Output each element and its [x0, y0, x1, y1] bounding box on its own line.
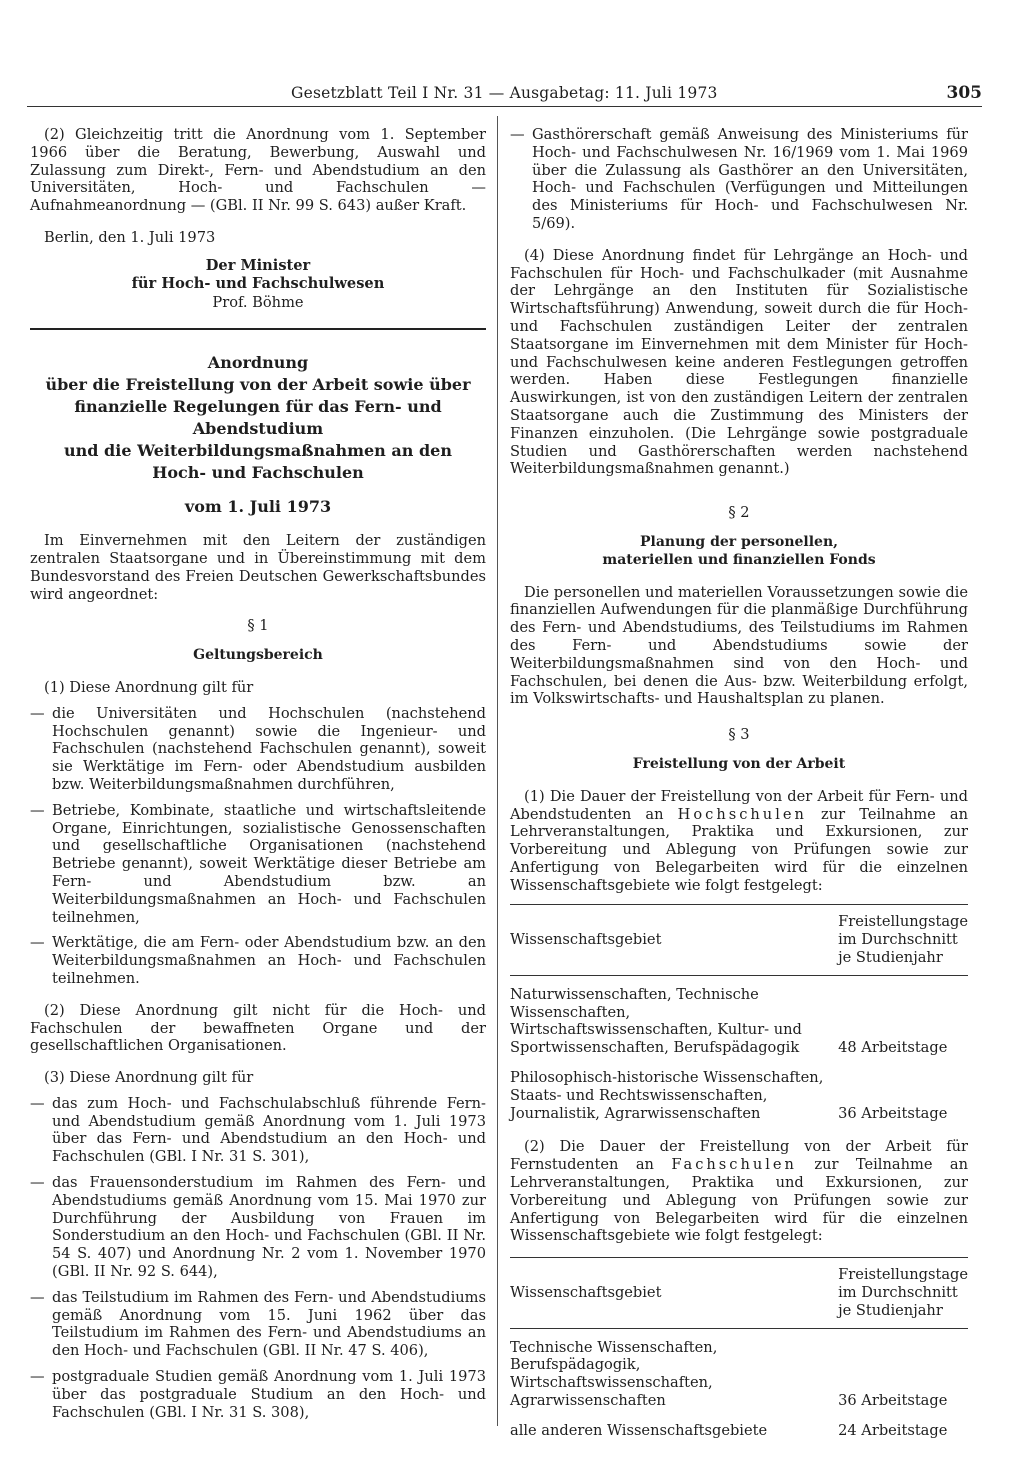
section-title: Freistellung von der Arbeit — [632, 755, 846, 772]
signature-block — [30, 257, 486, 312]
text-run: (2) Die Dauer der Freistellung von der Arbeit für Fernstudenten an — [510, 1138, 968, 1174]
list-item: — das zum Hoch- und Fachschulabschluß führende Fern- und Abendstudium gemäß Anordnung vom 1. Juli 1973 über das Fern- und Abendstudium an den Hoch- und Fachschulen (GBl. I Nr. 31 S. 301), — [30, 1095, 486, 1166]
paragraph-2: (2) Diese Anordnung gilt nicht für die Hoch- und Fachschulen der bewaffneten Organe und der gesellschaftlichen Organisationen. — [30, 1001, 486, 1055]
section-3-paragraph-2 — [510, 1138, 968, 1245]
signer-title-2: für Hoch- und Fachschulwesen — [131, 274, 385, 292]
paragraph-1: (1) Diese Anordnung gilt für — [44, 678, 254, 696]
table-cell-field: Naturwissenschaften, Technische Wissenschaften, Wirtschaftswissenschaften, Kultur- und Sportwissenschaften, Berufspädagogik — [510, 985, 802, 1057]
table-row — [510, 1412, 968, 1442]
header-rule — [27, 106, 982, 107]
place-date: Berlin, den 1. Juli 1973 — [44, 228, 216, 246]
list-item: — Werktätige, die am Fern- oder Abendstudium bzw. an den Weiterbildungsmaßnahmen an Hoch- und Fachschulen teilnehmen. — [30, 934, 486, 987]
text-run: zur Teilnahme an Lehrveranstaltungen, Praktika und Exkursionen, zur Vorbereitung und Ablegung von Prüfungen sowie zur Anfertigung von Belegarbeiten wird für die einzelnen Wissenschaftsgebiete wie folgt festgelegt: — [510, 1156, 968, 1245]
release-days-table-2 — [510, 1257, 968, 1441]
preamble: Im Einvernehmen mit den Leitern der zuständigen zentralen Staatsorgane und in Übereinstimmung mit dem Bundesvorstand des Freien Deutschen Gewerkschaftsbundes wird angeordnet: — [30, 532, 486, 603]
table-cell-days: 36 Arbeitstage — [838, 1104, 948, 1122]
title-line: über die Freistellung von der Arbeit sowie über — [45, 375, 471, 395]
table-header-row — [510, 1258, 968, 1328]
signer-name: Prof. Böhme — [212, 294, 304, 312]
list-item: — postgraduale Studien gemäß Anordnung vom 1. Juli 1973 über das postgraduale Studium an den Hoch- und Fachschulen (GBl. I Nr. 31 S. 308), — [30, 1368, 486, 1421]
section-number: § 2 — [728, 504, 750, 522]
table-cell-days: 24 Arbeitstage — [838, 1421, 948, 1439]
title-line: Anordnung — [207, 353, 309, 373]
table-cell-days: 36 Arbeitstage — [838, 1392, 948, 1410]
left-column — [30, 126, 486, 1429]
title-line: finanzielle Regelungen für das Fern- und Abendstudium — [74, 397, 442, 439]
section-number: § 3 — [728, 726, 750, 744]
section-number: § 1 — [247, 617, 269, 635]
table-cell-field: Philosophisch-historische Wissenschaften, Staats- und Rechtswissenschaften, Journalistik, Agrarwissenschaften — [510, 1069, 824, 1122]
table-cell-field: Technische Wissenschaften, Berufspädagogik, Wirtschaftswissenschaften, Agrarwissenschaften — [510, 1338, 718, 1410]
emphasis-text: Fachschulen — [671, 1156, 797, 1174]
list-item: — das Frauensonderstudium im Rahmen des Fern- und Abendstudiums gemäß Anordnung vom 15. Mai 1970 zur Durchführung der Ausbildung von Frauen im Sonderstudium an den Hoch- und Fachschulen (GBl. II Nr. 54 S. 407) und Anordnung Nr. 2 vom 1. November 1970 (GBl. II Nr. 92 S. 644), — [30, 1174, 486, 1281]
table-header-field: Wissenschaftsgebiet — [510, 1284, 662, 1302]
list-item: — die Universitäten und Hochschulen (nachstehend Hochschulen genannt) sowie die Ingenieur- und Fachschulen (nachstehend Fachschulen genannt), soweit sie Werktätige im Fern- oder Abendstudium ausbilden bzw. Weiterbildungsmaßnahmen durchführen, — [30, 705, 486, 794]
page-number: 305 — [946, 83, 982, 103]
repeal-paragraph: (2) Gleichzeitig tritt die Anordnung vom 1. September 1966 über die Beratung, Bewerbung, Auswahl und Zulassung zum Direkt-, Fern- und Abendstudium an den Universitäten, Hoch- und Fachschulen — Aufnahmeanordnung — (GBl. II Nr. 99 S. 643) außer Kraft. — [30, 126, 486, 215]
paragraph-4: (4) Diese Anordnung findet für Lehrgänge an Hoch- und Fachschulen für Hoch- und Fachschulkader (mit Ausnahme der Lehrgänge an den Instituten für Sozialistische Wirtschaftsführung) Anwendung, soweit durch die für Hoch- und Fachschulen zuständigen Leiter der zentralen Staatsorgane im Einvernehmen mit dem Minister für Hoch- und Fachschulwesen keine anderen Festlegungen getroffen werden. Haben diese Festlegungen finanzielle Auswirkungen, ist von den zuständigen Leitern der zentralen Staatsorgane auch die Zustimmung des Ministers der Finanzen einzuholen. (Die Lehrgänge sowie postgraduale Studien und Gasthörerschaften werden nachstehend Weiterbildungsmaßnahmen genannt.) — [510, 246, 968, 478]
table-header-row — [510, 905, 968, 975]
header-text: Gesetzblatt Teil I Nr. 31 — Ausgabetag: 11. Juli 1973 — [291, 84, 718, 102]
paragraph-3: (3) Diese Anordnung gilt für — [44, 1069, 254, 1087]
release-days-table-1 — [510, 904, 968, 1124]
signer-title-1: Der Minister — [205, 256, 311, 274]
document-date: vom 1. Juli 1973 — [184, 497, 332, 517]
document-title — [30, 352, 486, 484]
table-header-days: Freistellungstage im Durchschnitt je Studienjahr — [838, 913, 968, 967]
text-run: (1) Die Dauer der Freistellung von der Arbeit für Fern- und Abendstudenten an — [510, 787, 968, 823]
section-title: Planung der personellen, — [639, 533, 839, 550]
right-column — [510, 126, 968, 1442]
table-header-days: Freistellungstage im Durchschnitt je Studienjahr — [838, 1266, 968, 1319]
title-line: und die Weiterbildungsmaßnahmen an den — [64, 441, 452, 461]
section-title: materiellen und finanziellen Fonds — [602, 551, 876, 568]
page-header — [27, 84, 982, 106]
list-item: — Betriebe, Kombinate, staatliche und wirtschaftsleitende Organe, Einrichtungen, sozialistische Genossenschaften und gesellschaftliche Organisationen (nachstehend Betriebe genannt), soweit Werktätige dieser Betriebe am Fern- und Abendstudium bzw. an Weiterbildungsmaßnahmen an Hoch- und Fachschulen teilnehmen, — [30, 802, 486, 927]
list-item: — das Teilstudium im Rahmen des Fern- und Abendstudiums gemäß Anordnung vom 15. Juni 1962 über das Teilstudium im Rahmen des Fern- und Abendstudiums an den Hoch- und Fachschulen (GBl. II Nr. 47 S. 406), — [30, 1289, 486, 1360]
emphasis-text: Hochschulen — [677, 805, 807, 823]
section-title: Geltungsbereich — [193, 647, 323, 664]
table-header-field: Wissenschaftsgebiet — [510, 931, 662, 949]
table-cell-field: alle anderen Wissenschaftsgebiete — [510, 1421, 768, 1439]
table-row — [510, 1059, 968, 1124]
table-row — [510, 1328, 968, 1412]
text-run: zur Teilnahme an Lehrveranstaltungen, Praktika und Exkursionen, zur Vorbereitung und Ablegung von Prüfungen sowie zur Anfertigung von Belegarbeiten wird für die einzelnen Wissenschaftsgebiete wie folgt festgelegt: — [510, 805, 968, 894]
section-3-paragraph-1 — [510, 788, 968, 895]
section-rule — [30, 328, 486, 330]
title-line: Hoch- und Fachschulen — [152, 463, 364, 483]
list-item: — Gasthörerschaft gemäß Anweisung des Ministeriums für Hoch- und Fachschulwesen Nr. 16/1969 vom 1. Mai 1969 über die Zulassung als Gasthörer an den Universitäten, Hoch- und Fachschulen (Verfügungen und Mitteilungen des Ministeriums für Hoch- und Fachschulwesen Nr. 5/69). — [510, 126, 968, 233]
table-row — [510, 975, 968, 1059]
table-cell-days: 48 Arbeitstage — [838, 1039, 948, 1057]
section-2-text: Die personellen und materiellen Voraussetzungen sowie die finanziellen Aufwendungen für die planmäßige Durchführung des Fern- und Abendstudiums, des Teilstudiums im Rahmen des Fern- und Abendstudiums sowie der Weiterbildungsmaßnahmen sind von den Hoch- und Fachschulen, bei denen die Aus- bzw. Weiterbildung erfolgt, im Volkswirtschafts- und Haushaltsplan zu planen. — [510, 583, 968, 708]
column-divider — [497, 116, 498, 1426]
